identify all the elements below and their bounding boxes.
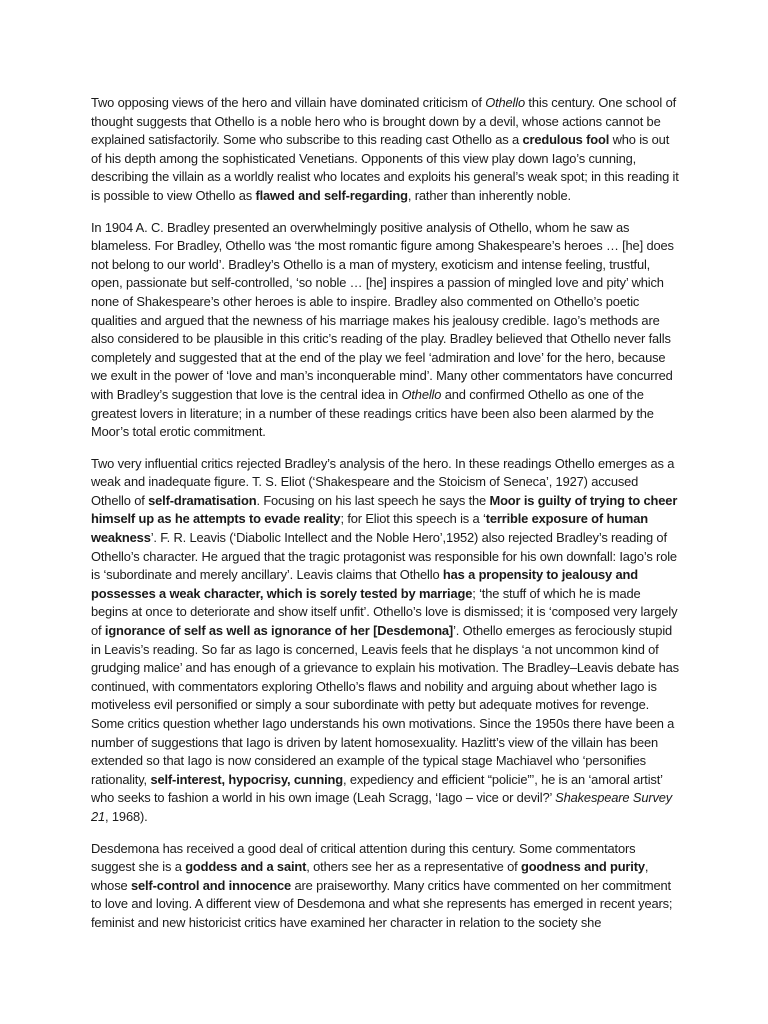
paragraph <box>91 219 679 442</box>
text-run: ’. F. R. Leavis (‘Diabolic Intellect and the Noble Hero’,1952) also rejected Bradley’s reading of Othello’s character. He argued that the tragic protagonist was responsible for his own downfall: Iago’s role is ‘subordinate and merely ancillary’. Leavis claims that Othello <box>91 530 677 583</box>
bold-text: self-control and innocence <box>130 877 292 893</box>
text-run: , 1968). <box>105 808 148 824</box>
text-run: Desdemona has received a good deal of critical attention during this century. Some commentators suggest she is a <box>91 840 636 875</box>
text-run: In 1904 A. C. Bradley presented an overwhelmingly positive analysis of Othello, whom he saw as blameless. For Bradley, Othello was ‘the most romantic figure among Shakespeare’s heroes … [he] does not belong to our world’. Bradley’s Othello is a man of mystery, exoticism and intense feeling, trustful, open, passionate but self-controlled, ‘so noble … [he] inspires a passion of mingled love and pity’ which none of Shakespeare’s other heroes is able to inspire. Bradley also commented on Othello’s poetic qualities and argued that the newness of his marriage makes his jealousy credible. Iago’s methods are also considered to be plausible in this critic’s reading of the play. Bradley believed that Othello never falls completely and suggested that at the end of the play we feel ‘admiration and love’ for the hero, because we exult in the power of ‘love and man’s inconquerable mind’. Many other commentators have concurred with Bradley’s suggestion that love is the central idea in <box>91 219 674 402</box>
text-run: Two opposing views of the hero and villain have dominated criticism of <box>91 95 486 110</box>
italic-text: Othello <box>485 95 525 110</box>
text-run: , expediency and efficient “policie”’, he is an ‘amoral artist’ who seeks to fashion a world in his own image (Leah Scragg, ‘Iago – vice or devil?’ <box>91 771 663 806</box>
bold-text: Moor is guilty of trying to cheer himself up as he attempts to evade reality <box>91 492 678 527</box>
text-run: who is out of his depth among the sophisticated Venetians. Opponents of this view play down Iago’s cunning, describing the villain as a worldly realist who locates and exploits his general’s weak spot; in this reading it is possible to view Othello as <box>91 132 679 203</box>
bold-text: self-interest, hypocrisy, cunning <box>150 771 343 787</box>
bold-text: ignorance of self as well as ignorance of her [Desdemona] <box>104 623 454 639</box>
paragraph <box>91 94 679 206</box>
text-run: , whose <box>91 859 649 893</box>
text-run: Two very influential critics rejected Bradley’s analysis of the hero. In these readings Othello emerges as a weak and inadequate figure. T. S. Eliot (‘Shakespeare and the Stoicism of Seneca’, 1927) accused Othello of <box>91 455 675 508</box>
bold-text: self-dramatisation <box>148 492 257 508</box>
italic-text: Shakespeare Survey 21 <box>91 790 673 824</box>
paragraph <box>91 455 679 827</box>
text-run: , others see her as a representative of <box>306 859 521 875</box>
text-run: are praiseworthy. Many critics have commented on her commitment to love and loving. A different view of Desdemona and what she represents has emerged in recent years; feminist and new historicist critics have examined her character in relation to the society she <box>91 877 673 930</box>
bold-text: goddess and a saint <box>185 859 307 875</box>
text-run: ; ‘the stuff of which he is made begins at once to deteriorate and show itself unfit’. Othello’s love is dismissed; it is ‘composed very largely of <box>91 585 678 639</box>
text-run: . Focusing on his last speech he says the <box>256 492 490 508</box>
text-run: this century. One school of thought suggests that Othello is a noble hero who is brought down by a devil, whose actions cannot be explained satisfactorily. Some who subscribe to this reading cast Othello as a <box>91 95 677 148</box>
bold-text: flawed and self-regarding <box>255 187 408 203</box>
text-run: ; for Eliot this speech is a ‘ <box>340 511 486 527</box>
paragraph <box>91 840 679 933</box>
bold-text: goodness and purity <box>520 859 645 875</box>
text-run: ’. Othello emerges as ferociously stupid in Leavis’s reading. So far as Iago is concerned, Leavis feels that he displays ‘a not uncommon kind of grudging malice’ and has enough of a grievance to explain his motivation. The Bradley–Leavis debate has continued, with commentators exploring Othello’s flaws and nobility and arguing about whether Iago is motiveless evil personified or simply a sour subordinate with petty but adequate motives for revenge. Some critics question whether Iago understands his own motivations. Since the 1950s there have been a number of suggestions that Iago is driven by latent homosexuality. Hazlitt’s view of the villain has been extended so that Iago is now considered an example of the typical stage Machiavel who ‘personifies rationality, <box>91 623 679 787</box>
bold-text: has a propensity to jealousy and possesses a weak character, which is sorely tested by marriage <box>91 567 638 601</box>
text-run: and confirmed Othello as one of the greatest lovers in literature; in a number of these readings critics have been also been alarmed by the Moor’s total erotic commitment. <box>91 386 654 440</box>
document-page <box>91 94 679 946</box>
text-run: , rather than inherently noble. <box>407 187 571 203</box>
bold-text: terrible exposure of human weakness <box>91 511 648 546</box>
bold-text: credulous fool <box>522 132 610 148</box>
italic-text: Othello <box>401 386 442 402</box>
